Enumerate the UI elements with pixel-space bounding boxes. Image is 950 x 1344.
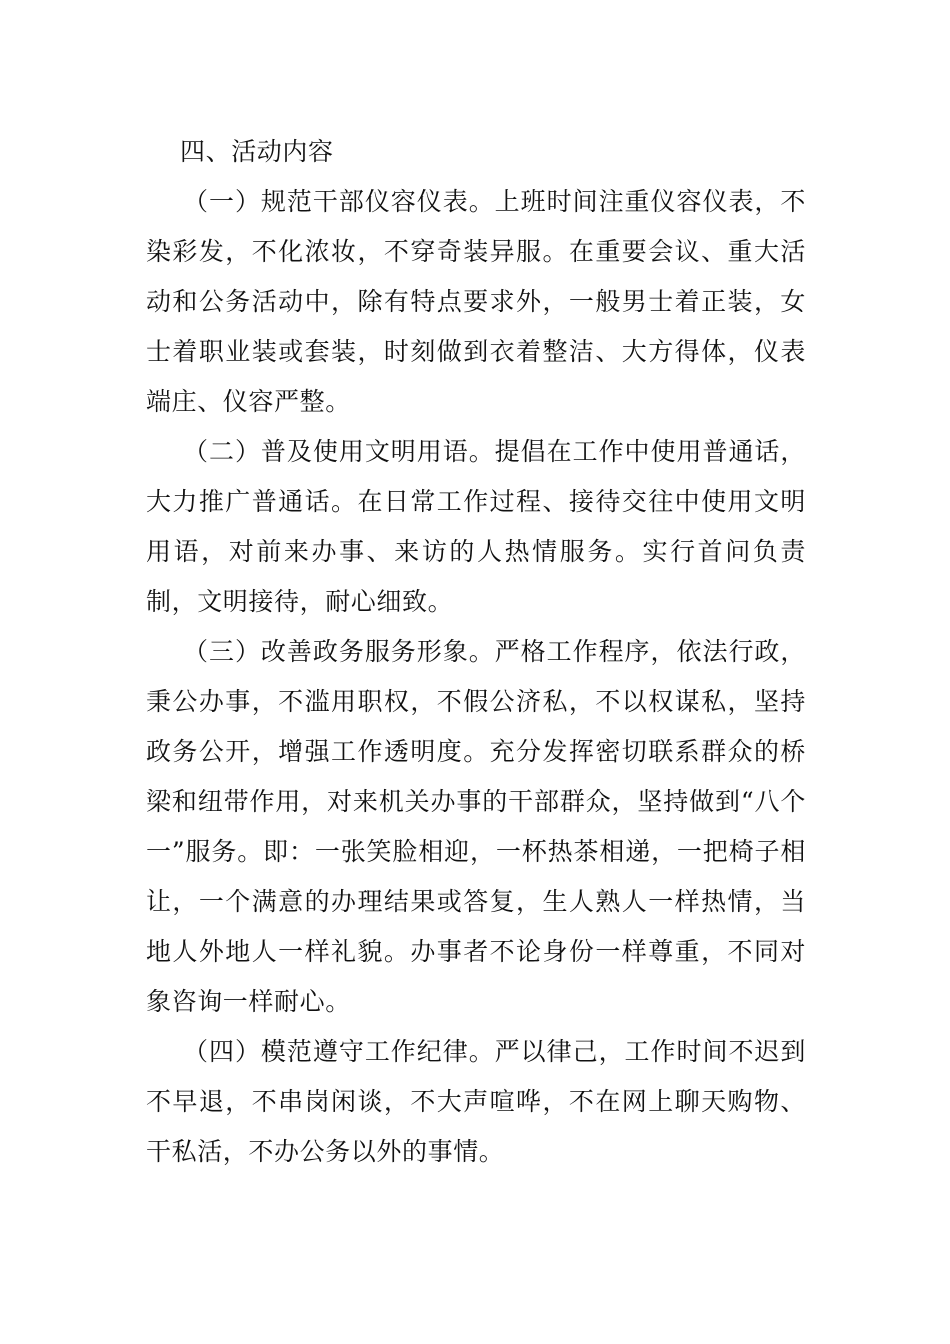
paragraph-2: （二）普及使用文明用语。提倡在工作中使用普通话，大力推广普通话。在日常工作过程、接待交往中使用文明用语，对前来办事、来访的人热情服务。实行首问负责制，文明接待，耐心细致。 [146,437,806,616]
paragraph-1: （一）规范干部仪容仪表。上班时间注重仪容仪表，不染彩发，不化浓妆，不穿奇装异服。在重要会议、重大活动和公务活动中，除有特点要求外，一般男士着正装，女士着职业装或套装，时刻做到衣着整洁、大方得体，仪表端庄、仪容严整。 [146,187,806,416]
section-heading: 四、活动内容 [180,137,334,166]
document-body [146,127,806,1177]
paragraph-4: （四）模范遵守工作纪律。严以律己，工作时间不迟到不早退，不串岗闲谈，不大声喧哗，不在网上聊天购物、干私活，不办公务以外的事情。 [146,1037,806,1166]
paragraph-3: （三）改善政务服务形象。严格工作程序，依法行政，秉公办事，不滥用职权，不假公济私，不以权谋私，坚持政务公开，增强工作透明度。充分发挥密切联系群众的桥梁和纽带作用，对来机关办事的干部群众，坚持做到“八个一”服务。即：一张笑脸相迎，一杯热茶相递，一把椅子相让，一个满意的办理结果或答复，生人熟人一样热情，当地人外地人一样礼貌。办事者不论身份一样尊重，不同对象咨询一样耐心。 [146,637,806,1016]
